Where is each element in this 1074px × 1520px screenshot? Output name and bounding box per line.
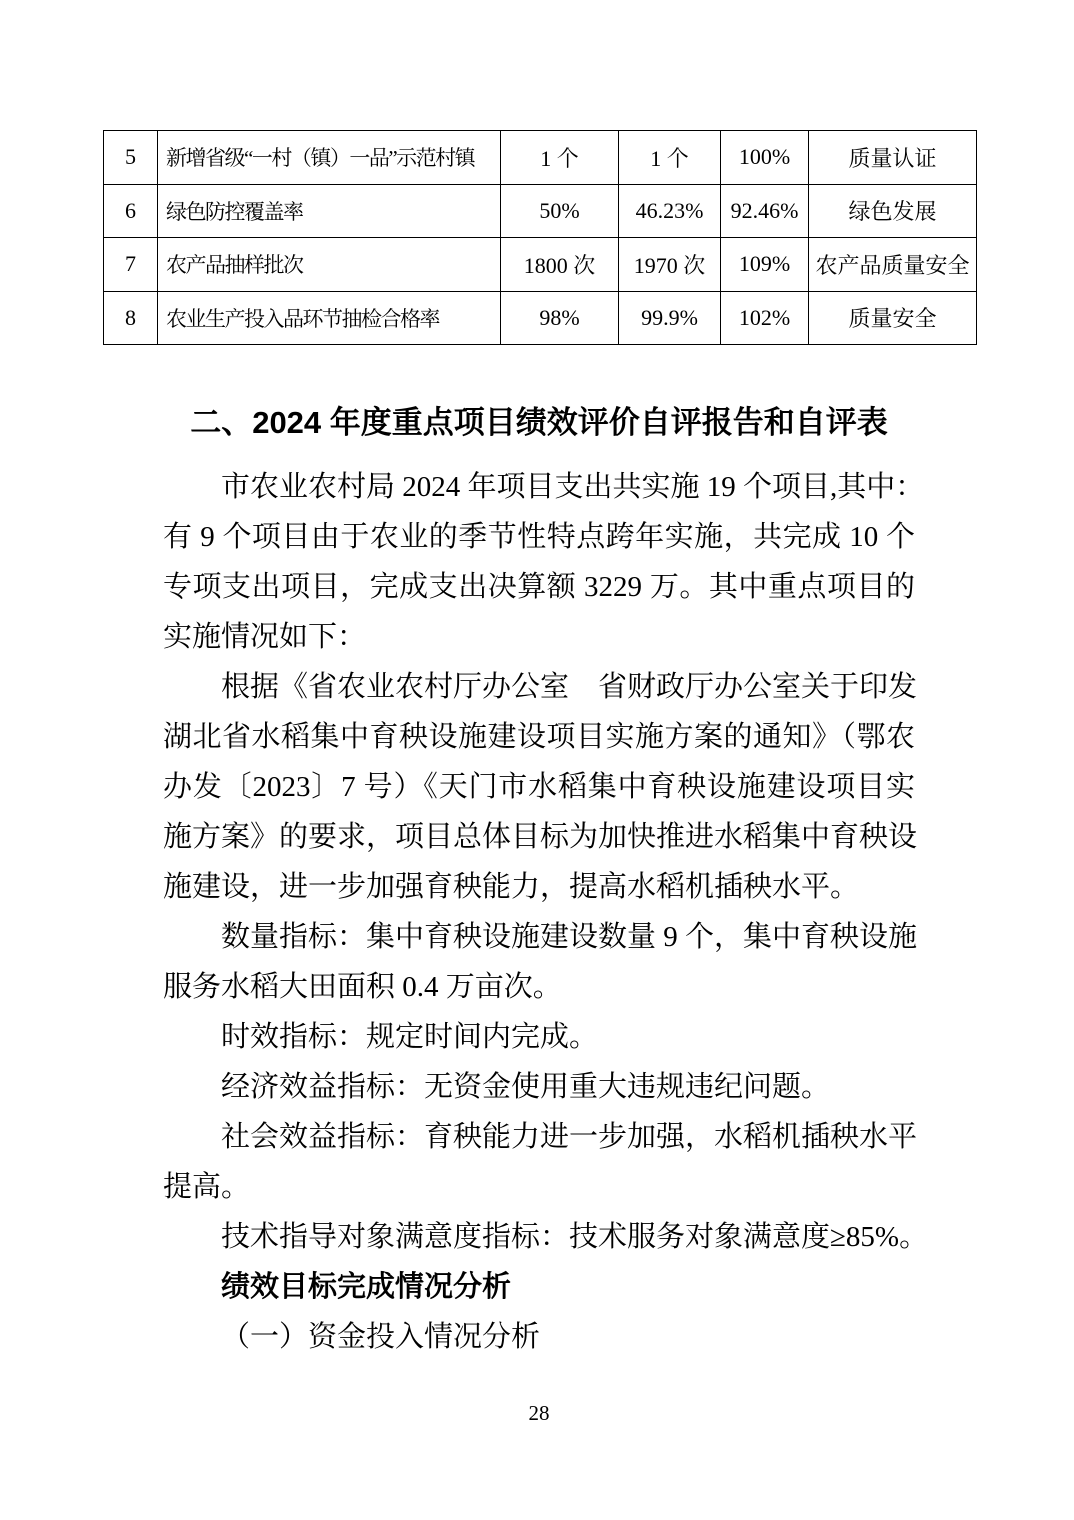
body-line: 市农业农村局 2024 年项目支出共实施 19 个项目,其中： (221, 471, 925, 503)
body-line: 施建设，进一步加强育秧能力，提高水稻机插秧水平。 (163, 871, 860, 903)
cell-category: 绿色发展 (809, 184, 977, 238)
cell-completion: 109% (721, 238, 809, 292)
body-line: 技术指导对象满意度指标：技术服务对象满意度≥85%。 (221, 1221, 929, 1253)
cell-indicator: 绿色防控覆盖率 (158, 184, 501, 238)
body-line: 实施情况如下： (163, 621, 367, 653)
body-line: 经济效益指标：无资金使用重大违规违纪问题。 (221, 1071, 831, 1103)
body-line: 根据《省农业农村厅办公室 省财政厅办公室关于印发 (221, 671, 918, 703)
cell-indicator: 农产品抽样批次 (158, 238, 501, 292)
cell-actual: 46.23% (619, 184, 721, 238)
body-text (163, 462, 929, 1362)
cell-no: 6 (104, 184, 158, 238)
cell-category: 质量安全 (809, 291, 977, 345)
body-line: 提高。 (163, 1171, 251, 1203)
cell-actual: 1 个 (619, 131, 721, 185)
cell-target: 98% (501, 291, 619, 345)
cell-target: 1 个 (501, 131, 619, 185)
cell-completion: 102% (721, 291, 809, 345)
body-line: 绩效目标完成情况分析 (221, 1271, 512, 1303)
cell-target: 1800 次 (501, 238, 619, 292)
body-line: 湖北省水稻集中育秧设施建设项目实施方案的通知》（鄂农 (163, 721, 915, 753)
table-row (104, 184, 977, 238)
table-row (104, 131, 977, 185)
cell-category: 质量认证 (809, 131, 977, 185)
body-line: 专项支出项目，完成支出决算额 3229 万。其中重点项目的 (163, 571, 915, 603)
performance-indicators-table (103, 130, 977, 345)
cell-target: 50% (501, 184, 619, 238)
table-row (104, 291, 977, 345)
body-line: 办发〔2023〕7 号）《天门市水稻集中育秧设施建设项目实 (163, 771, 915, 803)
cell-indicator: 新增省级“一村（镇）一品”示范村镇 (158, 131, 501, 185)
cell-no: 7 (104, 238, 158, 292)
cell-no: 5 (104, 131, 158, 185)
cell-no: 8 (104, 291, 158, 345)
table-row (104, 238, 977, 292)
body-line: 时效指标：规定时间内完成。 (221, 1021, 599, 1053)
cell-indicator: 农业生产投入品环节抽检合格率 (158, 291, 501, 345)
cell-completion: 100% (721, 131, 809, 185)
section-heading: 二、2024 年度重点项目绩效评价自评报告和自评表 (190, 405, 888, 440)
body-line: 施方案》的要求，项目总体目标为加快推进水稻集中育秧设 (163, 821, 918, 853)
body-line: 有 9 个项目由于农业的季节性特点跨年实施，共完成 10 个 (163, 521, 915, 553)
body-line: 数量指标：集中育秧设施建设数量 9 个，集中育秧设施 (221, 921, 918, 953)
body-line: 社会效益指标：育秧能力进一步加强，水稻机插秧水平 (221, 1121, 918, 1153)
body-line: 服务水稻大田面积 0.4 万亩次。 (163, 971, 562, 1003)
page-number: 28 (528, 1401, 550, 1425)
cell-actual: 1970 次 (619, 238, 721, 292)
performance-table-body (104, 131, 977, 345)
cell-completion: 92.46% (721, 184, 809, 238)
cell-category: 农产品质量安全 (809, 238, 977, 292)
body-line: （一）资金投入情况分析 (221, 1321, 541, 1353)
cell-actual: 99.9% (619, 291, 721, 345)
